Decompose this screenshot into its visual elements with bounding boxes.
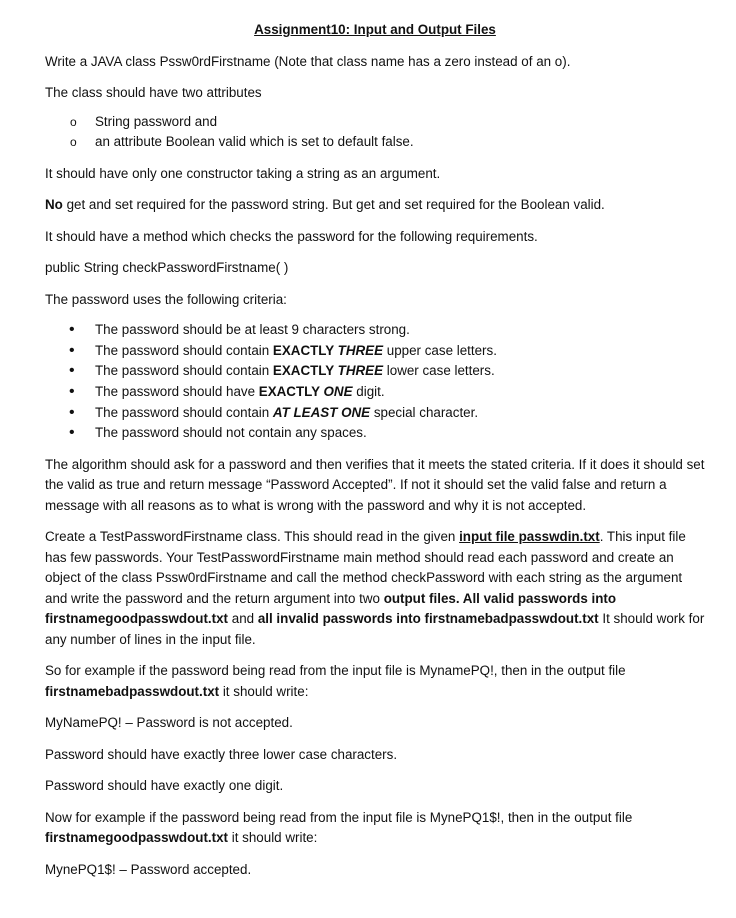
intro-paragraph: Write a JAVA class Pssw0rdFirstname (Note that class name has a zero instead of an o).	[45, 53, 571, 69]
method-paragraph: It should have a method which checks the password for the following requirements.	[45, 228, 538, 244]
example-good-paragraph: Now for example if the password being read from the input file is MynePQ1$!, then in the output file firstnamegoodpasswdout.txt it should write:	[45, 809, 633, 846]
list-item: • The password should contain AT LEAST ONE special character.	[45, 403, 705, 424]
algorithm-paragraph: The algorithm should ask for a password and then verifies that it meets the stated criteria. If it does it should set the valid as true and return message “Password Accepted”. If not it should set the valid false and return a message with all reasons as to what is wrong with the password and why it is not accepted.	[45, 456, 705, 513]
list-item: • The password should contain EXACTLY THREE upper case letters.	[45, 341, 705, 362]
criteria-heading: The password uses the following criteria:	[45, 291, 287, 307]
page-title: Assignment10: Input and Output Files	[254, 22, 496, 37]
no-emphasis: No	[45, 197, 63, 213]
list-item: o String password and	[45, 112, 705, 133]
example-good-line: MynePQ1$! – Password accepted.	[45, 861, 252, 877]
method-signature: public String checkPasswordFirstname( )	[45, 260, 289, 276]
getset-paragraph: No get and set required for the password string. But get and set required for the Boolean valid.	[45, 197, 605, 213]
document-page	[45, 20, 705, 880]
example-bad-paragraph: So for example if the password being read from the input file is MynamePQ!, then in the output file firstnamebadpasswdout.txt it should write:	[45, 663, 626, 699]
list-item: o an attribute Boolean valid which is set to default false.	[45, 132, 705, 153]
constructor-paragraph: It should have only one constructor taking a string as an argument.	[45, 165, 441, 181]
list-item: • The password should have EXACTLY ONE digit.	[45, 382, 705, 403]
example-bad-line-1: MyNamePQ! – Password is not accepted.	[45, 715, 293, 731]
attributes-list	[45, 112, 705, 153]
list-item: • The password should not contain any spaces.	[45, 423, 705, 444]
input-file-link: input file passwdin.txt	[459, 529, 600, 545]
list-item: • The password should contain EXACTLY THREE lower case letters.	[45, 361, 705, 382]
attributes-heading: The class should have two attributes	[45, 85, 262, 100]
criteria-list	[45, 320, 705, 444]
list-item: • The password should be at least 9 characters strong.	[45, 320, 705, 341]
test-class-paragraph: Create a TestPasswordFirstname class. This should read in the given input file passwdin.txt. This input file has few passwords. Your TestPasswordFirstname main method should read each password and create an object of the class Pssw0rdFirstname and call the method checkPassword with each string as the argument and write the password and the return argument into two output files. All valid passwords into firstnamegoodpasswdout.txt and all invalid passwords into firstnamebadpasswdout.txt It should work for any number of lines in the input file.	[45, 529, 705, 647]
example-bad-line-3: Password should have exactly one digit.	[45, 778, 284, 794]
example-bad-line-2: Password should have exactly three lower case characters.	[45, 746, 398, 762]
